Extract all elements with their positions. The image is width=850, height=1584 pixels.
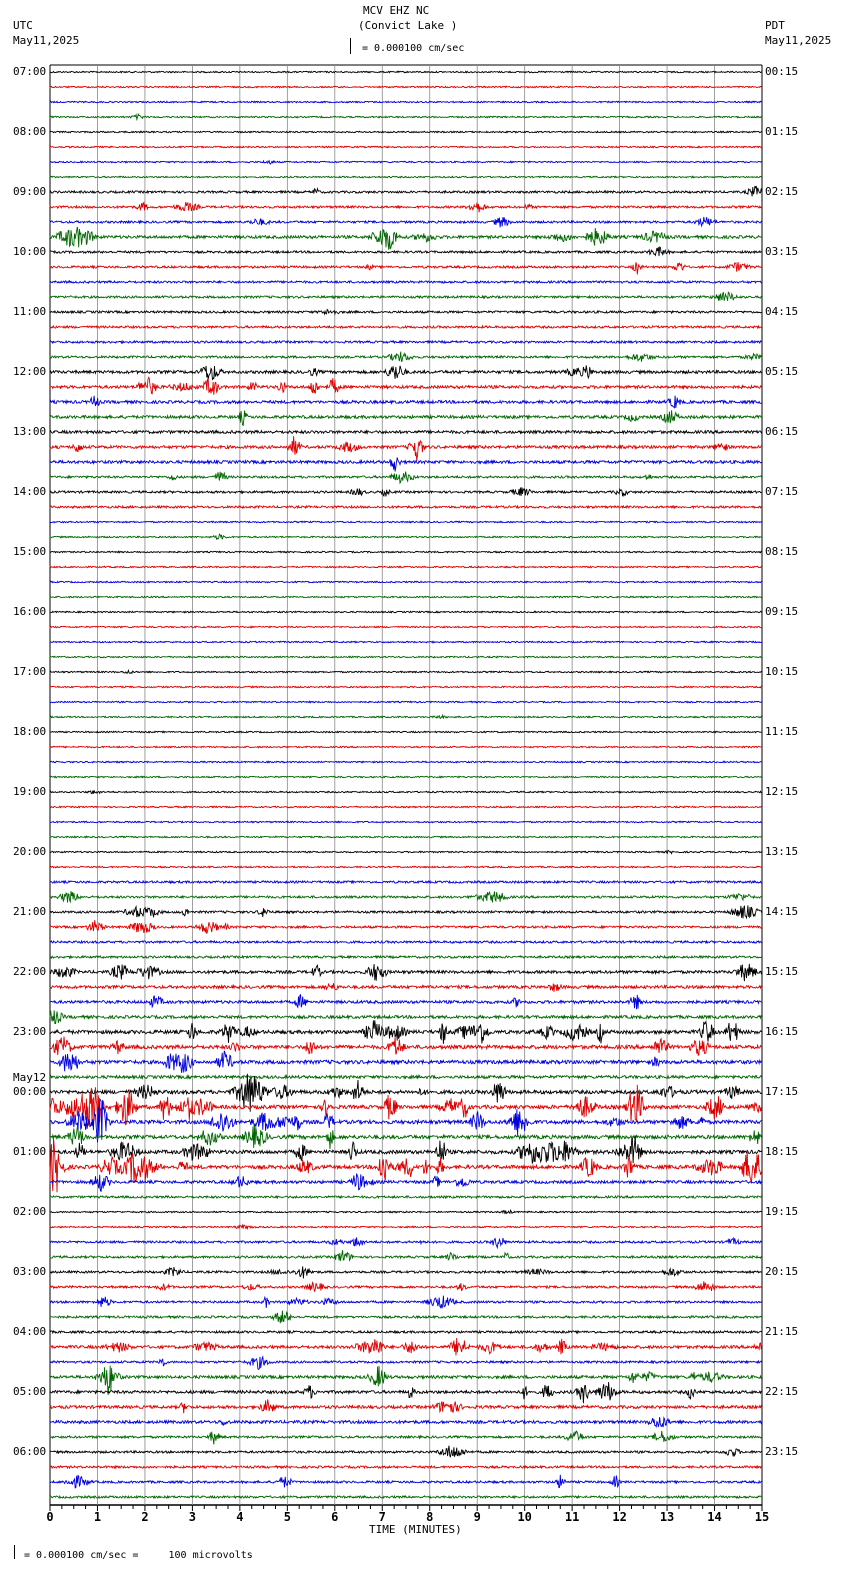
utc-hour-label: 17:00	[13, 665, 47, 678]
pdt-hour-label: 01:15	[765, 125, 799, 138]
seismic-trace	[50, 1466, 762, 1468]
pdt-hour-label: 18:15	[765, 1145, 799, 1158]
seismic-trace	[50, 715, 762, 718]
seismic-trace	[50, 281, 762, 283]
pdt-hour-label: 12:15	[765, 785, 799, 798]
seismic-trace	[50, 1196, 762, 1198]
seismic-trace	[50, 247, 762, 256]
seismic-trace	[50, 956, 762, 958]
seismic-trace	[50, 1076, 762, 1079]
seismic-trace	[50, 1311, 762, 1324]
utc-hour-label: 12:00	[13, 365, 47, 378]
seismic-trace	[50, 905, 762, 918]
seismic-trace	[50, 581, 762, 582]
seismic-trace	[50, 1399, 762, 1413]
pdt-hour-label: 06:15	[765, 425, 799, 438]
pdt-hour-label: 09:15	[765, 605, 799, 618]
pdt-hour-label: 10:15	[765, 665, 799, 678]
seismic-trace	[50, 761, 762, 762]
pdt-hour-label: 16:15	[765, 1025, 799, 1038]
utc-hour-label: 09:00	[13, 185, 47, 198]
x-tick-label: 3	[188, 1510, 197, 1524]
pdt-hour-label: 08:15	[765, 545, 799, 558]
seismic-trace	[50, 731, 762, 732]
utc-hour-label: 20:00	[13, 845, 47, 858]
x-tick-label: 0	[46, 1510, 54, 1524]
seismic-trace	[50, 186, 762, 196]
seismic-trace	[50, 161, 762, 164]
seismic-trace	[50, 86, 762, 87]
utc-hour-label: 10:00	[13, 245, 47, 258]
seismic-trace	[50, 1237, 762, 1247]
seismic-trace	[50, 436, 762, 461]
seismic-trace	[50, 1225, 762, 1229]
seismic-trace	[50, 964, 762, 981]
seismic-trace	[50, 1382, 762, 1403]
pdt-hour-label: 23:15	[765, 1445, 799, 1458]
seismic-trace	[50, 146, 762, 147]
pdt-hour-label: 14:15	[765, 905, 799, 918]
x-tick-label: 11	[564, 1510, 580, 1524]
seismic-trace	[50, 1174, 762, 1192]
seismic-trace	[50, 410, 762, 425]
date-change-label: May12	[13, 1071, 47, 1084]
seismic-trace	[50, 1417, 762, 1427]
x-axis-label: TIME (MINUTES)	[369, 1523, 462, 1536]
pdt-hour-label: 17:15	[765, 1085, 799, 1098]
seismic-trace	[50, 941, 762, 943]
seismic-trace	[50, 611, 762, 612]
utc-hour-label: 05:00	[13, 1385, 47, 1398]
seismic-trace	[50, 1496, 762, 1498]
seismic-trace	[50, 521, 762, 522]
pdt-hour-label: 19:15	[765, 1205, 799, 1218]
pdt-hour-label: 02:15	[765, 185, 799, 198]
seismic-trace	[50, 626, 762, 627]
seismic-trace	[50, 866, 762, 867]
x-tick-label: 1	[93, 1510, 102, 1524]
seismic-trace	[50, 131, 762, 132]
seismic-trace	[50, 1331, 762, 1333]
seismic-trace	[50, 836, 762, 837]
seismic-trace	[50, 670, 762, 673]
seismic-trace	[50, 310, 762, 315]
seismic-trace	[50, 114, 762, 119]
pdt-hour-label: 05:15	[765, 365, 799, 378]
seismic-trace	[50, 1020, 762, 1044]
seismic-trace	[50, 1138, 762, 1192]
pdt-hour-label: 07:15	[765, 485, 799, 498]
utc-hour-label: 02:00	[13, 1205, 47, 1218]
seismic-trace	[50, 746, 762, 747]
seismic-trace	[50, 472, 762, 483]
pdt-hour-label: 22:15	[765, 1385, 799, 1398]
seismic-trace	[50, 701, 762, 702]
seismic-trace	[50, 1037, 762, 1056]
pdt-hour-label: 00:15	[765, 65, 799, 78]
x-tick-label: 10	[517, 1510, 532, 1524]
x-tick-label: 12	[612, 1510, 627, 1524]
x-tick-label: 9	[473, 1510, 481, 1524]
seismic-trace	[50, 1431, 762, 1445]
x-tick-label: 5	[283, 1510, 291, 1524]
x-tick-label: 6	[331, 1510, 339, 1524]
seismic-trace	[50, 1446, 762, 1458]
utc-hour-label: 19:00	[13, 785, 47, 798]
seismic-trace	[50, 101, 762, 102]
seismic-trace	[50, 71, 762, 72]
seismic-trace	[50, 506, 762, 508]
utc-hour-label: 01:00	[13, 1145, 47, 1158]
seismic-trace	[50, 821, 762, 822]
seismic-trace	[50, 641, 762, 642]
seismic-trace	[50, 202, 762, 212]
seismic-trace	[50, 326, 762, 328]
pdt-hour-label: 04:15	[765, 305, 799, 318]
utc-hour-label: 18:00	[13, 725, 47, 738]
utc-hour-label: 23:00	[13, 1025, 47, 1038]
seismic-trace	[50, 790, 762, 794]
seismic-trace	[50, 1010, 762, 1023]
seismic-trace	[50, 217, 762, 227]
seismic-trace	[50, 377, 762, 394]
seismic-trace	[50, 850, 762, 853]
seismic-trace	[50, 396, 762, 408]
seismic-trace	[50, 566, 762, 567]
seismic-trace	[50, 227, 762, 250]
seismic-trace	[50, 1099, 762, 1143]
seismic-trace	[50, 487, 762, 496]
utc-hour-label: 08:00	[13, 125, 47, 138]
seismic-trace	[50, 1266, 762, 1278]
right-date: May11,2025	[765, 34, 832, 47]
seismic-trace	[50, 920, 762, 934]
seismic-trace	[50, 352, 762, 362]
seismic-trace	[50, 1250, 762, 1261]
seismic-trace	[50, 656, 762, 657]
seismic-trace	[50, 983, 762, 992]
utc-hour-label: 07:00	[13, 65, 47, 78]
seismic-trace	[50, 1210, 762, 1214]
seismic-trace	[50, 596, 762, 597]
x-tick-label: 4	[236, 1510, 244, 1524]
x-tick-label: 8	[426, 1510, 434, 1524]
seismic-trace	[50, 995, 762, 1010]
seismic-trace	[50, 1126, 762, 1149]
x-tick-label: 2	[141, 1510, 149, 1524]
seismic-trace	[50, 1338, 762, 1355]
seismic-trace	[50, 534, 762, 539]
pdt-hour-label: 03:15	[765, 245, 799, 258]
x-tick-label: 13	[659, 1510, 675, 1524]
station-title: MCV EHZ NC	[363, 4, 430, 17]
seismic-trace	[50, 881, 762, 883]
pdt-hour-label: 20:15	[765, 1265, 799, 1278]
station-location: (Convict Lake )	[358, 19, 458, 32]
seismic-trace	[50, 891, 762, 902]
x-tick-label: 14	[707, 1510, 722, 1524]
utc-hour-label: 21:00	[13, 905, 47, 918]
utc-hour-label: 15:00	[13, 545, 47, 558]
seismic-trace	[50, 1357, 762, 1370]
utc-hour-label: 11:00	[13, 305, 47, 318]
x-tick-label: 7	[378, 1510, 386, 1524]
right-timezone: PDT	[765, 19, 785, 32]
seismic-trace	[50, 1281, 762, 1291]
seismic-trace	[50, 176, 762, 177]
pdt-hour-label: 13:15	[765, 845, 799, 858]
seismic-trace	[50, 458, 762, 472]
seismic-trace	[50, 1475, 762, 1488]
seismic-trace	[50, 776, 762, 777]
seismic-trace	[50, 431, 762, 434]
utc-hour-label: 04:00	[13, 1325, 47, 1338]
seismic-trace	[50, 806, 762, 807]
seismic-trace	[50, 292, 762, 301]
seismic-trace	[50, 686, 762, 687]
seismic-trace	[50, 551, 762, 552]
utc-hour-label: 00:00	[13, 1085, 47, 1098]
utc-hour-label: 22:00	[13, 965, 47, 978]
seismic-trace	[50, 341, 762, 343]
footer-scale-text: = 0.000100 cm/sec = 100 microvolts	[24, 1550, 253, 1561]
left-timezone: UTC	[13, 19, 33, 32]
utc-hour-label: 03:00	[13, 1265, 47, 1278]
scale-text: = 0.000100 cm/sec	[362, 43, 465, 54]
seismic-trace	[50, 365, 762, 379]
pdt-hour-label: 11:15	[765, 725, 799, 738]
seismic-trace	[50, 1051, 762, 1073]
utc-hour-label: 06:00	[13, 1445, 47, 1458]
footer-scale-bar-icon	[14, 1545, 19, 1559]
pdt-hour-label: 21:15	[765, 1325, 799, 1338]
utc-hour-label: 16:00	[13, 605, 47, 618]
seismic-trace	[50, 262, 762, 274]
pdt-hour-label: 15:15	[765, 965, 799, 978]
utc-hour-label: 14:00	[13, 485, 47, 498]
seismic-trace	[50, 1366, 762, 1395]
seismic-trace	[50, 1296, 762, 1309]
utc-hour-label: 13:00	[13, 425, 47, 438]
left-date: May11,2025	[13, 34, 80, 47]
x-tick-label: 15	[754, 1510, 770, 1524]
